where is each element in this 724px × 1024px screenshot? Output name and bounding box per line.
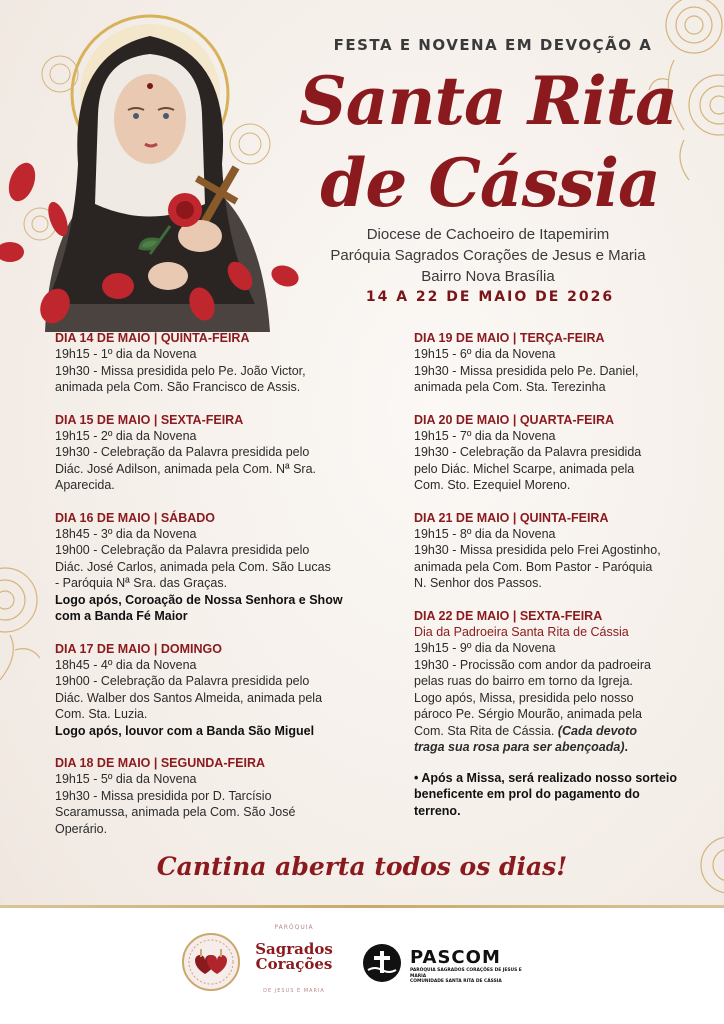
- pascom-subtitle-line1: PARÓQUIA SAGRADOS CORAÇÕES DE JESUS E MARIA: [410, 968, 522, 979]
- day-line: 19h00 - Celebração da Palavra presidida pelo: [55, 674, 310, 688]
- rose-instruction-tail: .: [624, 740, 628, 754]
- day-line: Logo após, Missa, presidida pelo nosso: [414, 690, 634, 705]
- main-title-line2: de Cássia: [320, 144, 660, 222]
- day-heading: DIA 18 DE MAIO | SEGUNDA-FEIRA: [55, 756, 265, 770]
- day-heading: DIA 15 DE MAIO | SEXTA-FEIRA: [55, 412, 244, 427]
- logo1-name: [244, 942, 344, 972]
- rose-instruction-cont: [414, 739, 724, 756]
- day-heading: DIA 21 DE MAIO | QUINTA-FEIRA: [414, 510, 609, 525]
- day-line: - Paróquia Nª Sra. das Graças.: [55, 576, 228, 590]
- pascom-subtitle-line2: COMUNIDADE SANTA RITA DE CÁSSIA: [410, 979, 502, 984]
- day-line: 19h30 - Celebração da Palavra presidida: [414, 445, 642, 459]
- day-line: 19h30 - Procissão com andor da padroeira: [414, 657, 651, 672]
- feast-day-label: Dia da Padroeira Santa Rita de Cássia: [414, 624, 629, 639]
- day-line: Com. Sta. Luzia.: [55, 707, 148, 721]
- parish-text: Paróquia Sagrados Corações de Jesus e Maria: [330, 247, 646, 264]
- schedule-day-17: [55, 641, 385, 740]
- schedule-day-19: [414, 330, 724, 396]
- day-line: N. Senhor dos Passos.: [414, 576, 542, 590]
- day-highlight-line: com a Banda Fé Maior: [55, 609, 188, 623]
- raffle-note-line: • Após a Missa, será realizado nosso sorteio: [414, 770, 678, 785]
- schedule-day-15: [55, 412, 385, 494]
- day-line: animada pela Com. Sta. Terezinha: [414, 380, 606, 394]
- day-line: 18h45 - 4º dia da Novena: [55, 657, 197, 672]
- day-line: Diác. José Adilson, animada pela Com. Nª Sra.: [55, 461, 316, 476]
- schedule-day-20: [414, 412, 724, 494]
- day-line: 19h15 - 7º dia da Novena: [414, 428, 556, 443]
- day-line: 19h30 - Missa presidida pelo Pe. Daniel,: [414, 363, 639, 378]
- schedule-day-16: [55, 510, 385, 625]
- day-highlight-line: Logo após, louvor com a Banda São Miguel: [55, 723, 315, 738]
- day-line: animada pela Com. Bom Pastor - Paróquia: [414, 559, 653, 574]
- date-range: 14 A 22 DE MAIO DE 2026: [365, 289, 615, 305]
- day-line: [414, 723, 724, 740]
- schedule-left-column: [55, 330, 385, 853]
- day-line: Aparecida.: [55, 478, 115, 492]
- day-line: animada pela Com. São Francisco de Assis.: [55, 380, 301, 394]
- day-line: 18h45 - 3º dia da Novena: [55, 526, 197, 541]
- raffle-note-line: beneficente em prol do pagamento do: [414, 787, 640, 801]
- day-line: pelas ruas do bairro em torno da Igreja.: [414, 674, 633, 688]
- day-line: Diác. José Carlos, animada pela Com. São Lucas: [55, 559, 331, 574]
- rose-instruction-text: traga sua rosa para ser abençoada): [414, 740, 625, 754]
- pascom-title: PASCOM: [410, 947, 501, 968]
- pascom-logo-icon: [362, 943, 402, 983]
- day-line: Diác. Walber dos Santos Almeida, animada pela: [55, 690, 323, 705]
- pre-title: FESTA E NOVENA EM DEVOÇÃO A: [333, 36, 653, 54]
- day-heading: DIA 14 DE MAIO | QUINTA-FEIRA: [55, 331, 250, 345]
- day-line-text: Com. Sta Rita de Cássia.: [414, 723, 558, 738]
- day-line: 19h30 - Celebração da Palavra presidida pelo: [55, 445, 310, 459]
- day-line: 19h15 - 5º dia da Novena: [55, 772, 197, 786]
- day-line: Com. Sto. Ezequiel Moreno.: [414, 478, 571, 492]
- schedule-day-21: [414, 510, 724, 592]
- day-line: 19h15 - 1º dia da Novena: [55, 347, 197, 361]
- day-heading: DIA 17 DE MAIO | DOMINGO: [55, 641, 222, 656]
- rose-instruction: (Cada devoto: [557, 723, 637, 738]
- day-line: 19h15 - 9º dia da Novena: [414, 641, 556, 655]
- day-heading: DIA 22 DE MAIO | SEXTA-FEIRA: [414, 608, 603, 623]
- footer-divider: [0, 905, 724, 908]
- day-highlight-line: Logo após, Coroação de Nossa Senhora e Show: [55, 592, 343, 607]
- neighborhood-text: Bairro Nova Brasília: [421, 268, 555, 285]
- schedule-day-22: [414, 608, 724, 820]
- diocese-text: Diocese de Cachoeiro de Itapemirim: [366, 226, 610, 243]
- pascom-subtitle: [410, 968, 530, 985]
- day-line: 19h30 - Missa presidida pelo Pe. João Victor,: [55, 363, 306, 378]
- day-line: Operário.: [55, 821, 108, 836]
- day-line: pelo Diác. Michel Scarpe, animada pela: [414, 461, 635, 476]
- schedule-day-14: [55, 330, 385, 396]
- day-line: 19h15 - 2º dia da Novena: [55, 428, 197, 443]
- logo1-line1: Sagrados: [255, 940, 333, 958]
- logo1-top-text: PARÓQUIA: [274, 924, 314, 931]
- day-line: 19h30 - Missa presidida pelo Frei Agostinho,: [414, 543, 661, 557]
- day-line: 19h30 - Missa presidida por D. Tarcísio: [55, 788, 272, 803]
- day-line: Scaramussa, animada pela Com. São José: [55, 805, 296, 819]
- day-heading: DIA 20 DE MAIO | QUARTA-FEIRA: [414, 412, 615, 427]
- day-line: 19h15 - 8º dia da Novena: [414, 526, 556, 541]
- day-line: 19h00 - Celebração da Palavra presidida pelo: [55, 543, 310, 557]
- logo1-line2: Corações: [255, 955, 333, 973]
- schedule-day-18: [55, 755, 385, 837]
- logo1-bottom-text: DE JESUS E MARIA: [263, 988, 325, 994]
- day-heading: DIA 19 DE MAIO | TERÇA-FEIRA: [414, 331, 605, 345]
- rose-line-art-left: [0, 555, 60, 685]
- schedule-right-column: [414, 330, 724, 835]
- main-title-line1: Santa Rita: [299, 62, 677, 140]
- santa-rita-illustration: [0, 14, 310, 332]
- day-line: pároco Pe. Sérgio Mourão, animada pela: [414, 707, 642, 721]
- raffle-note-line: terreno.: [414, 803, 461, 818]
- cantina-banner: Cantina aberta todos os dias!: [156, 852, 568, 881]
- day-line: 19h15 - 6º dia da Novena: [414, 347, 556, 361]
- day-heading: DIA 16 DE MAIO | SÁBADO: [55, 510, 215, 525]
- sacred-hearts-logo-icon: [181, 932, 241, 992]
